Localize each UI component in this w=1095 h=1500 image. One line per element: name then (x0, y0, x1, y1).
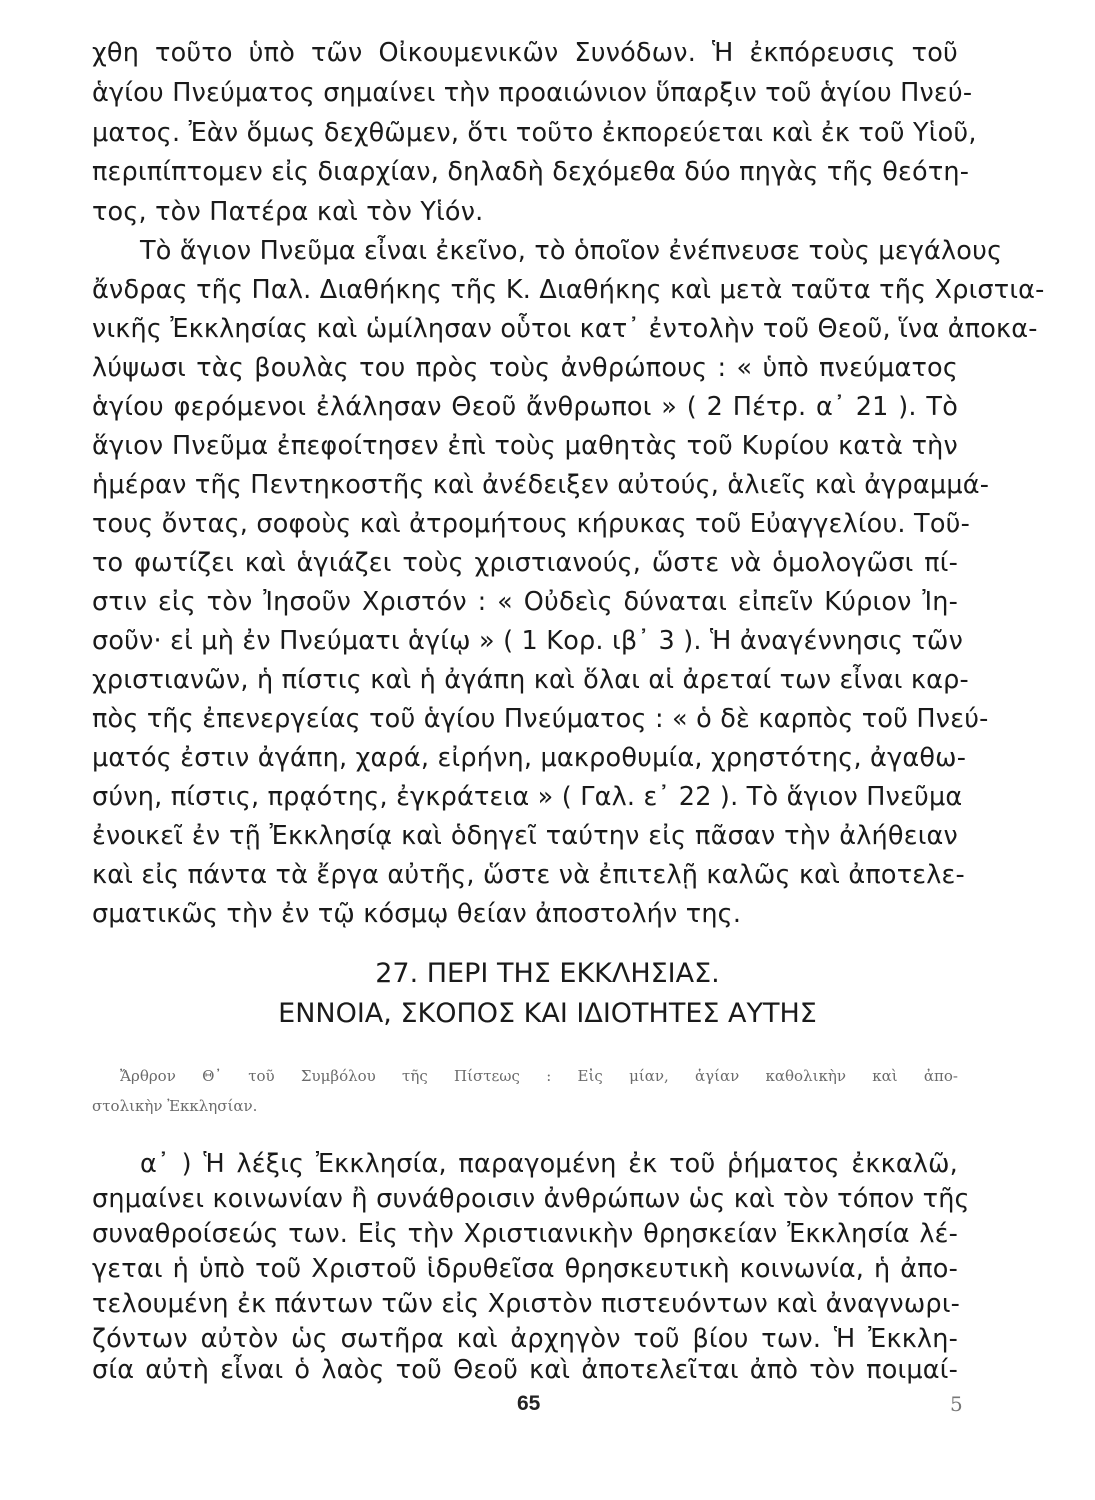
text-line: τελουμένη ἐκ πάντων τῶν εἰς Χριστὸν πιστευόντων καὶ ἀναγνωρι- (92, 1289, 961, 1319)
text-line: ἄνδρας τῆς Παλ. Διαθήκης τῆς Κ. Διαθήκης καὶ μετὰ ταῦτα τῆς Χριστια- (92, 275, 1045, 305)
text-line: ἁγίου φερόμενοι ἐλάλησαν Θεοῦ ἄνθρωποι » ( 2 Πέτρ. α᾽ 21 ). Τὸ (92, 392, 958, 422)
text-line: α᾽ ) Ἡ λέξις Ἐκκλησία, παραγομένη ἐκ τοῦ ῥήματος ἐκκαλῶ, (140, 1149, 958, 1179)
text-line: γεται ἡ ὑπὸ τοῦ Χριστοῦ ἱδρυθεῖσα θρησκευτικὴ κοινωνία, ἡ ἀπο- (92, 1254, 958, 1284)
text-line: καὶ εἰς πάντα τὰ ἔργα αὐτῆς, ὥστε νὰ ἐπιτελῇ καλῶς καὶ ἀποτελε- (92, 860, 965, 890)
text-line: σοῦν· εἰ μὴ ἐν Πνεύματι ἁγίῳ » ( 1 Κορ. ιβ᾽ 3 ). Ἡ ἀναγέννησις τῶν (92, 626, 964, 656)
signature-mark: 5 (950, 1392, 963, 1416)
text-line: ματος. Ἐὰν ὅμως δεχθῶμεν, ὅτι τοῦτο ἐκπορεύεται καὶ ἐκ τοῦ Υἱοῦ, (92, 118, 977, 148)
text-line: σματικῶς τὴν ἐν τῷ κόσμῳ θείαν ἀποστολήν της. (92, 899, 742, 929)
text-line: τος, τὸν Πατέρα καὶ τὸν Υἱόν. (92, 197, 484, 227)
page-number: 65 (517, 1392, 541, 1415)
text-line: Τὸ ἅγιον Πνεῦμα εἶναι ἐκεῖνο, τὸ ὁποῖον ἐνέπνευσε τοὺς μεγάλους (140, 236, 1003, 266)
text-line: περιπίπτομεν εἰς διαρχίαν, δηλαδὴ δεχόμεθα δύο πηγὰς τῆς θεότη- (92, 157, 970, 187)
text-line: σύνη, πίστις, πρᾳότης, ἐγκράτεια » ( Γαλ. ε᾽ 22 ). Τὸ ἅγιον Πνεῦμα (92, 782, 963, 812)
text-line: λύψωσι τὰς βουλὰς του πρὸς τοὺς ἀνθρώπους : « ὑπὸ πνεύματος (92, 353, 958, 383)
text-line: ἡμέραν τῆς Πεντηκοστῆς καὶ ἀνέδειξεν αὐτούς, ἁλιεῖς καὶ ἀγραμμά- (92, 470, 990, 500)
text-line: σημαίνει κοινωνίαν ἢ συνάθροισιν ἀνθρώπων ὡς καὶ τὸν τόπον τῆς (92, 1184, 970, 1214)
text-line: ἐνοικεῖ ἐν τῇ Ἐκκλησίᾳ καὶ ὁδηγεῖ ταύτην εἰς πᾶσαν τὴν ἀλήθειαν (92, 821, 958, 851)
text-line: χθη τοῦτο ὑπὸ τῶν Οἰκουμενικῶν Συνόδων. Ἡ ἐκπόρευσις τοῦ (92, 38, 958, 68)
section-heading-subtitle: ΕΝΝΟΙΑ, ΣΚΟΠΟΣ ΚΑΙ ΙΔΙΟΤΗΤΕΣ ΑΥΤΗΣ (278, 998, 817, 1029)
text-line: χριστιανῶν, ἡ πίστις καὶ ἡ ἀγάπη καὶ ὅλαι αἱ ἀρεταί των εἶναι καρ- (92, 665, 969, 695)
text-line: σία αὐτὴ εἶναι ὁ λαὸς τοῦ Θεοῦ καὶ ἀποτελεῖται ἀπὸ τὸν ποιμαί- (92, 1355, 958, 1385)
text-line: ζόντων αὐτὸν ὡς σωτῆρα καὶ ἀρχηγὸν τοῦ βίου των. Ἡ Ἐκκλη- (92, 1324, 958, 1354)
text-line: ματός ἐστιν ἀγάπη, χαρά, εἰρήνη, μακροθυμία, χρηστότης, ἀγαθω- (92, 743, 967, 773)
text-line: τους ὄντας, σοφοὺς καὶ ἀτρομήτους κήρυκας τοῦ Εὐαγγελίου. Τοῦ- (92, 509, 970, 539)
creed-note-line: Ἄρθρον Θ᾽ τοῦ Συμβόλου τῆς Πίστεως : Εἰς μίαν, ἁγίαν καθολικὴν καὶ ἀπο- (120, 1067, 958, 1085)
text-line: πὸς τῆς ἐπενεργείας τοῦ ἁγίου Πνεύματος : « ὁ δὲ καρπὸς τοῦ Πνεύ- (92, 704, 989, 734)
text-line: συναθροίσεώς των. Εἰς τὴν Χριστιανικὴν θρησκείαν Ἐκκλησία λέ- (92, 1219, 958, 1249)
text-line: το φωτίζει καὶ ἁγιάζει τοὺς χριστιανούς, ὥστε νὰ ὁμολογῶσι πί- (92, 548, 958, 578)
text-line: ἅγιον Πνεῦμα ἐπεφοίτησεν ἐπὶ τοὺς μαθητὰς τοῦ Κυρίου κατὰ τὴν (92, 431, 958, 461)
creed-note-line: στολικὴν Ἐκκλησίαν. (92, 1097, 258, 1115)
text-line: νικῆς Ἐκκλησίας καὶ ὡμίλησαν οὗτοι κατ᾽ ἐντολὴν τοῦ Θεοῦ, ἵνα ἀποκα- (92, 314, 1038, 344)
section-heading-number: 27. ΠΕΡΙ ΤΗΣ ΕΚΚΛΗΣΙΑΣ. (375, 958, 720, 989)
text-line: ἁγίου Πνεύματος σημαίνει τὴν προαιώνιον ὕπαρξιν τοῦ ἁγίου Πνεύ- (92, 78, 973, 108)
text-line: στιν εἰς τὸν Ἰησοῦν Χριστόν : « Οὐδεὶς δύναται εἰπεῖν Κύριον Ἰη- (92, 587, 958, 617)
